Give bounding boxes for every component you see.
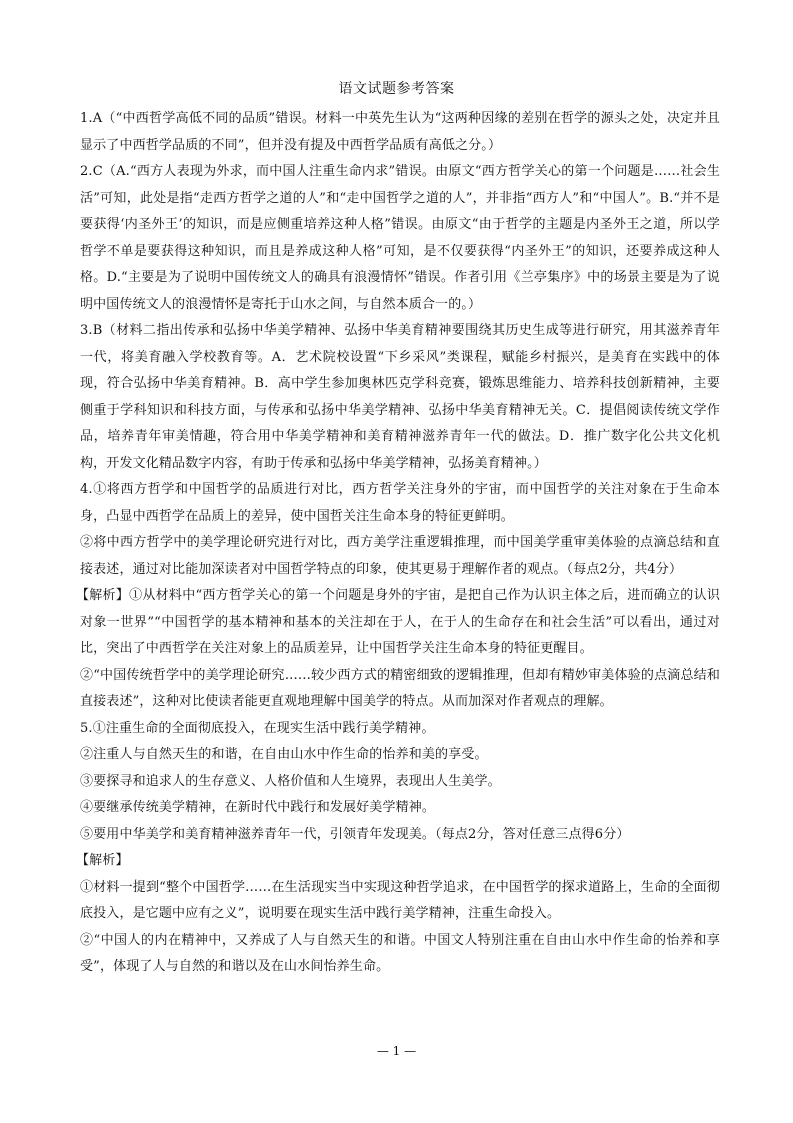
answer-5-analysis-heading: 【解析】 (76, 853, 129, 868)
page-number: — 1 — (376, 1044, 417, 1058)
answer-5-analysis-point-2: ②“中国人的内在精神中，又养成了人与自然天生的和谐。中国文人特别注重在自由山水中作生命的怡养和享受”，体现了人与自然的和谐以及在山水间怡养生命。 (80, 932, 720, 974)
answer-5-point-2: ②注重人与自然天生的和谐，在自由山水中作生命的怡养和美的享受。 (80, 747, 488, 762)
answer-5-point-3: ③要探寻和追求人的生存意义、人格价值和人生境界，表现出人生美学。 (80, 773, 501, 789)
answer-4-point-2: ②将中西方哲学中的美学理论研究进行对比，西方美学注重逻辑推理，而中国美学重审美体验的点滴总结和直接表述，通过对比能加深读者对中国哲学特点的印象，使其更易于理解作者的观点。（每点2分，共4分） (80, 535, 720, 577)
answer-content (76, 106, 720, 981)
answer-4-analysis-point-2: ②“中国传统哲学中的美学理论研究……较少西方式的精密细致的逻辑推理，但却有精妙审美体验的点滴总结和直接表述”，这种对比使读者能更直观地理解中国美学的特点。从而加深对作者观点的理解。 (80, 667, 720, 709)
answer-4-point-1: 4.①将西方哲学和中国哲学的品质进行对比，西方哲学关注身外的宇宙，而中国哲学的关注对象在于生命本身，凸显中西哲学在品质上的差异，使中国哲关注生命本身的特征更鲜明。 (80, 482, 720, 524)
answer-1: 1.A（“中西哲学高低不同的品质”错误。材料一中英先生认为“这两种因缘的差别在哲学的源头之处，决定并且显示了中西哲学品质的不同”，但并没有提及中西哲学品质有高低之分。） (80, 111, 720, 153)
answer-4-analysis: 【解析】①从材料中“西方哲学关心的第一个问题是身外的宇宙，是把自己作为认识主体之后，进而确立的认识对象一世界”“中国哲学的基本精神和基本的关注却在于人，在于人的生命存在和社会生活”可以看出，通过对比，突出了中西哲学在关注对象上的品质差异，让中国哲学关注生命本身的特征更醒目。 (76, 588, 720, 656)
answer-5-point-5: ⑤要用中华美学和美育精神滋养青年一代，引领青年发现美。（每点2分，答对任意三点得6分） (80, 826, 630, 842)
answer-5-point-1: 5.①注重生命的全面彻底投入，在现实生活中践行美学精神。 (80, 720, 435, 736)
answer-5-analysis-point-1: ①材料一提到“整个中国哲学……在生活现实当中实现这种哲学追求，在中国哲学的探求道路上，生命的全面彻底投入，是它题中应有之义”，说明要在现实生活中践行美学精神，注重生命投入。 (80, 879, 720, 921)
answer-2: 2.C（A.“西方人表现为外求，而中国人注重生命内求”错误。由原文“西方哲学关心的第一个问题是……社会生活”可知，此处是指“走西方哲学之道的人”和“走中国哲学之道的人”，并非指“西方人”和“中国人”。B.“并不是要获得‘内圣外王’的知识，而是应侧重培养这种人格”错误。由原文“由于哲学的主题是内圣外王之道，所以学哲学不单是要获得这种知识，而且是养成这种人格”可知，是不仅要获得“内圣外王”的知识，还要养成这种人格。D.“主要是为了说明中国传统文人的确具有浪漫情怀”错误。作者引用《兰亭集序》中的场景主要是为了说明中国传统文人的浪漫情怀是寄托于山水之间，与自然本质合一的。） (80, 164, 720, 312)
answer-3: 3.B（材料二指出传承和弘扬中华美学精神、弘扬中华美育精神要围绕其历史生成等进行研究，用其滋养青年一代，将美育融入学校教育等。A．艺术院校设置“下乡采风”类课程，赋能乡村振兴，是美育在实践中的体现，符合弘扬中华美育精神。B．高中学生参加奥林匹克学科竞赛，锻炼思维能力、培养科技创新精神，主要侧重于学科知识和科技方面，与传承和弘扬中华美学精神、弘扬中华美育精神无关。C．提倡阅读传统文学作品，培养青年审美情趣，符合用中华美学精神和美育精神滋养青年一代的做法。D．推广数字化公共文化机构，开发文化精品数字内容，有助于传承和弘扬中华美学精神，弘扬美育精神。） (80, 323, 720, 471)
answer-5-point-4: ④要继承传统美学精神，在新时代中践行和发展好美学精神。 (80, 800, 436, 815)
document-title: 语文试题参考答案 (338, 81, 455, 97)
